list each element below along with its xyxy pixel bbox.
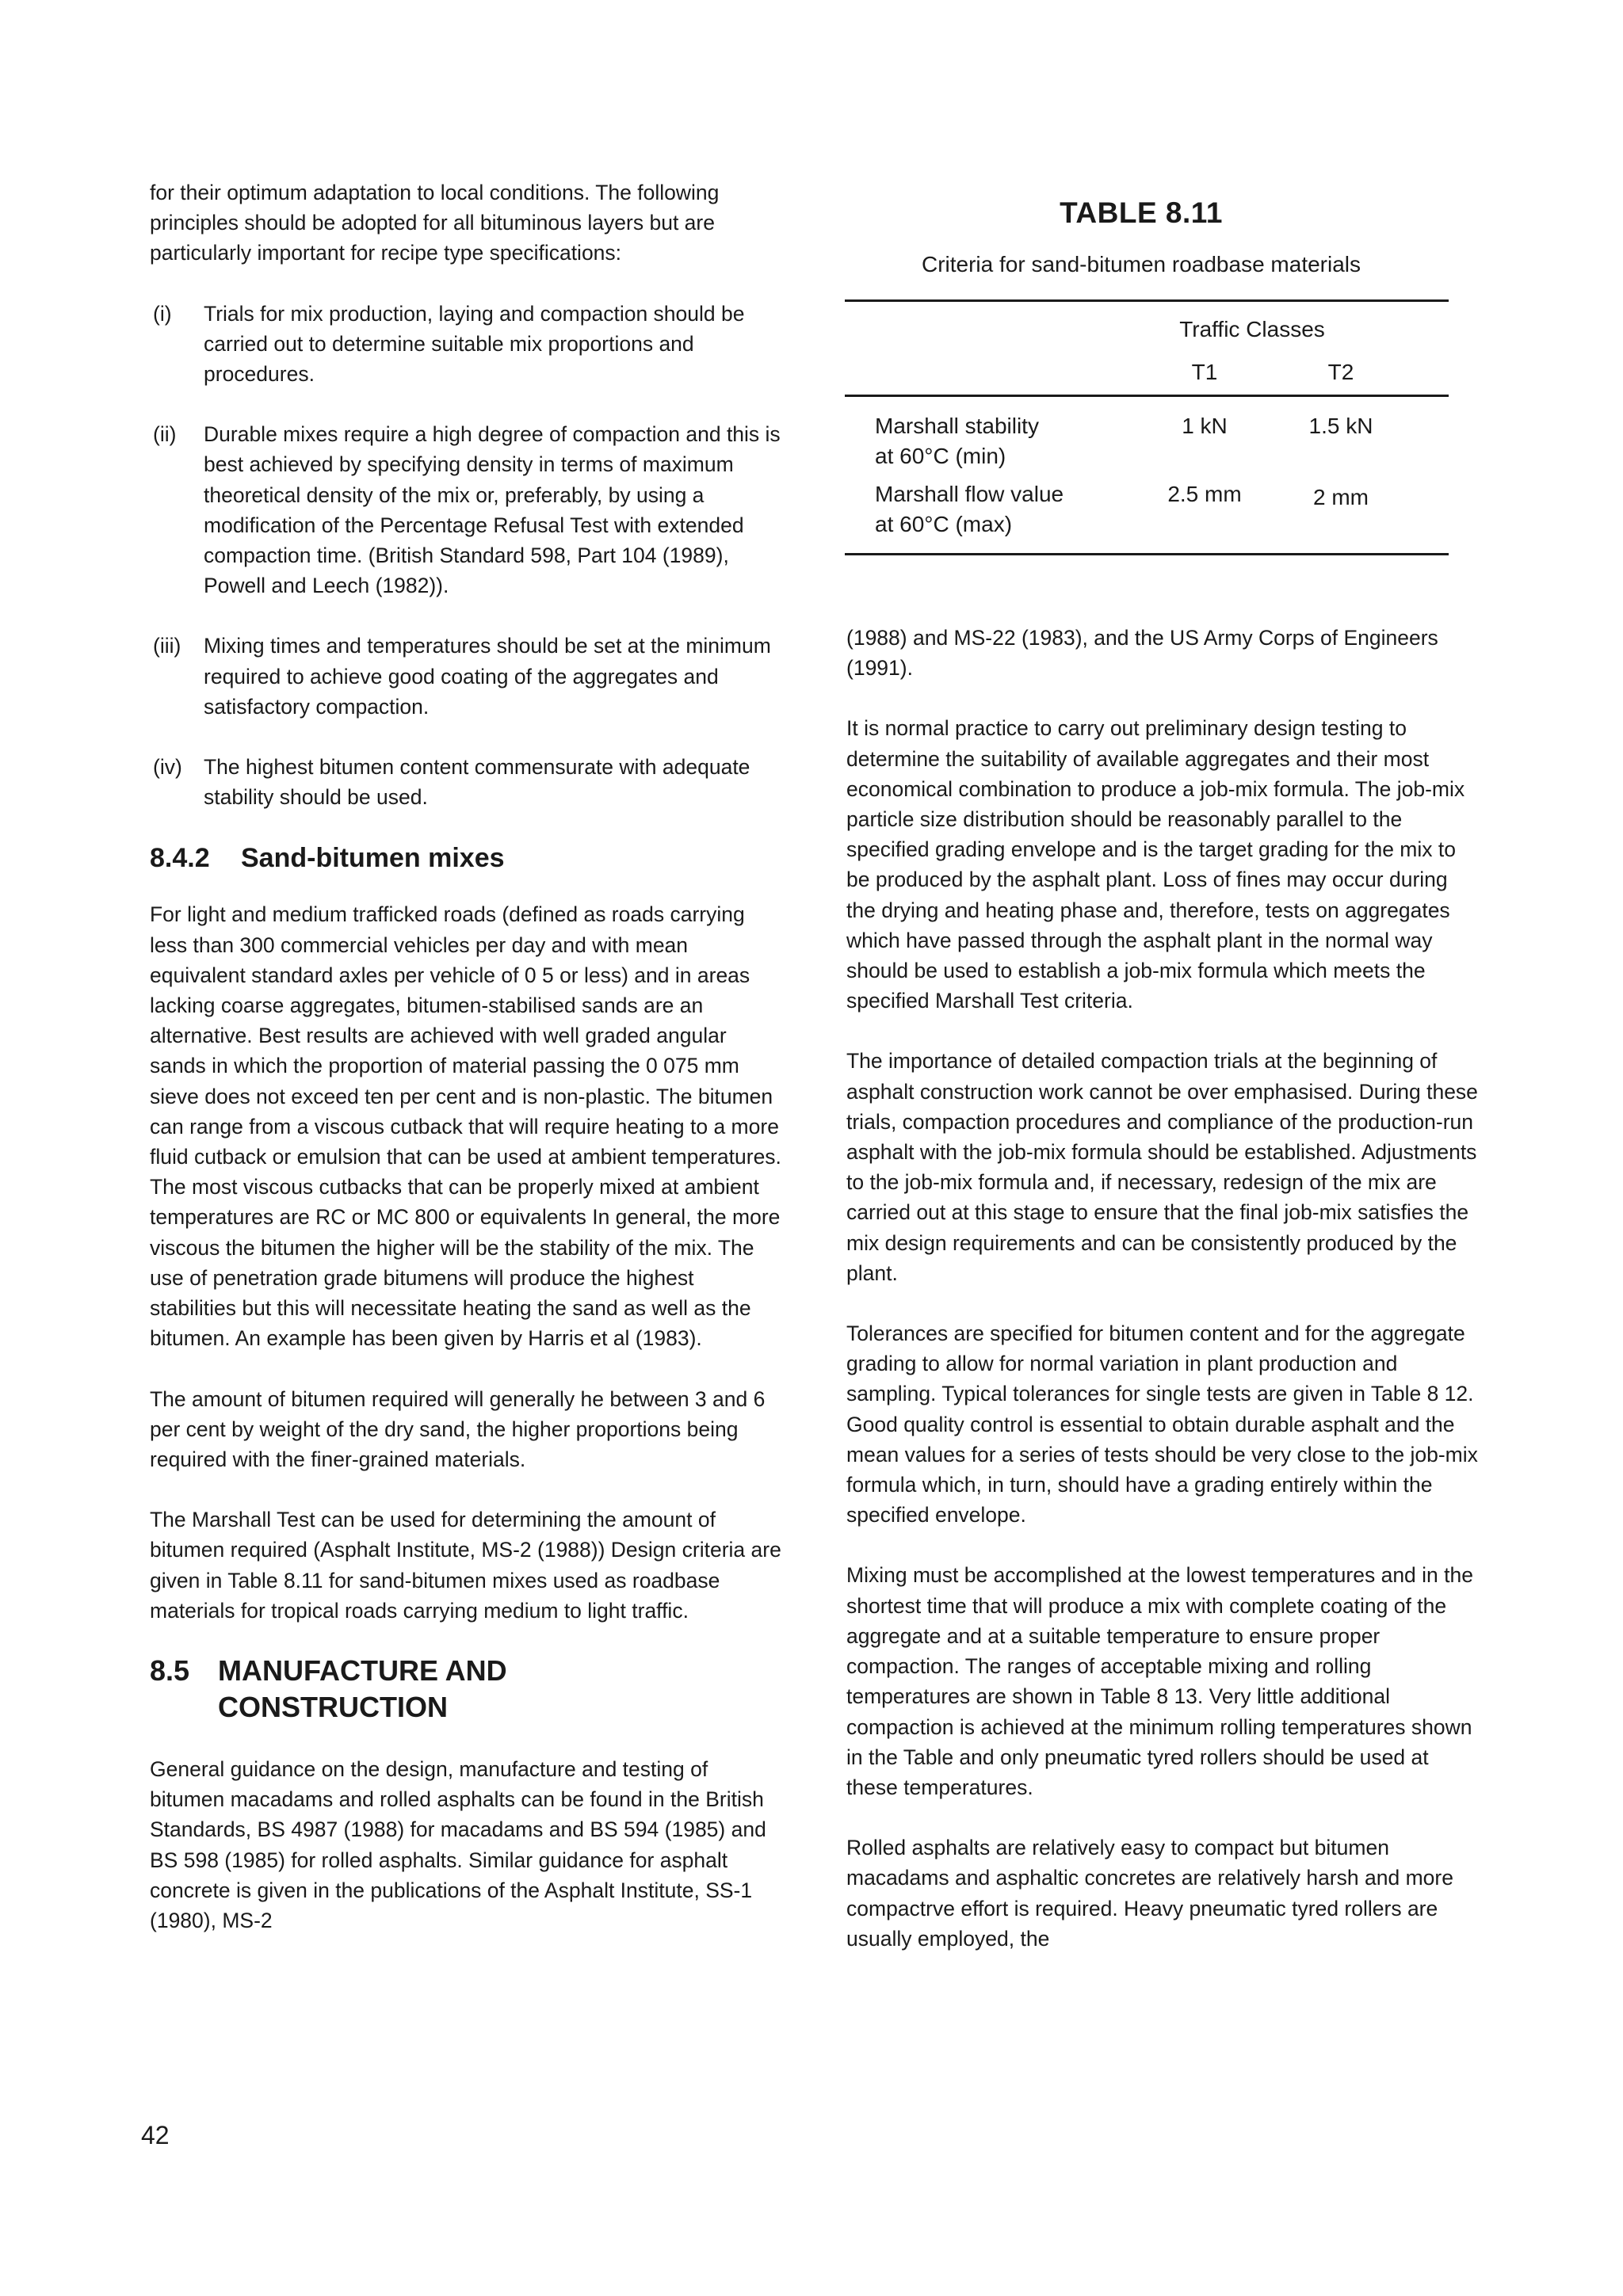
list-item-number: (ii) [153,422,177,447]
body-paragraph: The Marshall Test can be used for determining the amount of bitumen required (Asphalt Institute, MS-2 (1988)) Design criteria are given in Table 8.11 for sand-bitumen mixes used as roadbase materials for tropical roads carrying medium to light traffic. [150,1508,781,1623]
section-heading-8-4-2 [150,841,784,875]
left-column [150,177,784,1936]
body-paragraph: Rolled asphalts are relatively easy to compact but bitumen macadams and asphaltic concretes are relatively harsh and more compactrve effort is required. Heavy pneumatic tyred rollers are usually employed, the [846,1836,1453,1951]
section-number: 8.5 [150,1653,190,1687]
body-paragraph: It is normal practice to carry out preliminary design testing to determine the suitability of available aggregates and their most economical combination to produce a job-mix formula. The job-mix particle size distribution should be reasonably parallel to the specified grading envelope and is the target grading for the mix to be produced by the asphalt plant. Loss of fines may occur during the drying and heating phase and, therefore, tests on aggregates which have passed through the asphalt plant in the normal way should be used to establish a job-mix formula which meets the specified Marshall Test criteria. [846,716,1465,1013]
list-item [150,752,784,812]
list-item-text: The highest bitumen content commensurate with adequate stability should be used. [204,755,750,810]
table-row-label: at 60°C (max) [875,512,1013,536]
table-rule-top [845,299,1449,302]
body-paragraph: The amount of bitumen required will generally he between 3 and 6 per cent by weight of the dry sand, the higher proportions being required with the finer-grained materials. [150,1386,766,1471]
list-item-text: Trials for mix production, laying and compaction should be carried out to determine suitable mix proportions and procedures. [204,301,745,387]
table-cell-t2: 2 mm [1313,485,1369,509]
table-rule-header [845,395,1449,397]
section-heading-8-5 [150,1653,784,1726]
body-paragraph: (1988) and MS-22 (1983), and the US Army Corps of Engineers (1991). [846,626,1438,681]
section-number: 8.4.2 [150,843,210,874]
table-row-label: at 60°C (min) [875,444,1006,468]
list-item-number: (i) [153,301,172,326]
list-item-number: (iii) [153,634,181,658]
list-item-text: Durable mixes require a high degree of compaction and this is best achieved by specifying density in terms of maximum theoretical density of the mix or, preferably, by using a modification of the Percentage Refusal Test with extended compaction time. (British Standard 598, Part 104 (1989), Powell and Leech (1982)). [204,422,781,598]
list-item-text: Mixing times and temperatures should be set at the minimum required to achieve good coating of the aggregates and satisfactory compaction. [204,634,771,719]
body-paragraph: The importance of detailed compaction trials at the beginning of asphalt construction work cannot be over emphasised. During these trials, compaction procedures and compliance of the production-run asphalt with the job-mix formula should be established. Adjustments to the job-mix formula and, if necessary, redesign of the mix are carried out at this stage to ensure that the final job-mix satisfies the mix design requirements and can be consistently produced by the plant. [846,1049,1478,1285]
table-group-header: Traffic Classes [1179,317,1325,341]
table-cell-t2: 1.5 kN [1308,414,1373,438]
table-row-label: Marshall flow value [875,482,1064,506]
table-cell-t1: 1 kN [1182,414,1228,438]
table-column-header-t1: T1 [1191,360,1218,384]
intro-paragraph: for their optimum adaptation to local conditions. The following principles should be adopted for all bituminous layers but are particularly important for recipe type specifications: [150,181,720,265]
right-column [846,623,1480,1954]
body-paragraph: For light and medium trafficked roads (defined as roads carrying less than 300 commercial vehicles per day and with mean equivalent standard axles per vehicle of 0 5 or less) and in areas lacking coarse aggregates, bitumen-stabilised sands are an alternative. Best results are achieved with well graded angular sands in which the proportion of material passing the 0 075 mm sieve does not exceed ten per cent and is non-plastic. The bitumen can range from a viscous cutback that will require heating to a more fluid cutback or emulsion that can be used at ambient temperatures. The most viscous cutbacks that can be properly mixed at ambient temperatures are RC or MC 800 or equivalents In general, the more viscous the bitumen the higher will be the stability of the mix. The use of penetration grade bitumens will produce the highest stabilities but this will necessitate heating the sand as well as the bitumen. An example has been given by Harris et al (1983). [150,902,781,1351]
section-title-line: CONSTRUCTION [218,1690,448,1723]
page-number: 42 [141,2121,170,2149]
list-item [150,631,784,722]
section-title: Sand-bitumen mixes [241,843,505,874]
table-cell-t1: 2.5 mm [1167,482,1242,506]
section-title-line: MANUFACTURE AND [218,1653,507,1687]
body-paragraph: Mixing must be accomplished at the lowest temperatures and in the shortest time that will produce a mix with complete coating of the aggregate and at a suitable temperature to ensure proper compaction. The ranges of acceptable mixing and rolling temperatures are shown in Table 8 13. Very little additional compaction is achieved at the minimum rolling temperatures shown in the Table and only pneumatic tyred rollers should be used at these temperatures. [846,1563,1473,1799]
table-row-label: Marshall stability [875,414,1039,438]
table-rule-bottom [845,553,1449,555]
table-8-11 [840,195,1442,536]
table-column-header-t2: T2 [1327,360,1354,384]
list-item [150,419,784,601]
table-caption: Criteria for sand-bitumen roadbase materials [921,252,1361,277]
table-title: TABLE 8.11 [1060,196,1223,229]
body-paragraph: General guidance on the design, manufacture and testing of bitumen macadams and rolled asphalts can be found in the British Standards, BS 4987 (1988) for macadams and BS 594 (1985) and BS 598 (1985) for rolled asphalts. Similar guidance for asphalt concrete is given in the publications of the Asphalt Institute, SS-1 (1980), MS-2 [150,1756,766,1932]
body-paragraph: Tolerances are specified for bitumen content and for the aggregate grading to allow for normal variation in plant production and sampling. Typical tolerances for single tests are given in Table 8 12. Good quality control is essential to obtain durable asphalt and the mean values for a series of tests should be very close to the job-mix formula which, in turn, should have a grading entirely within the specified envelope. [846,1322,1478,1527]
list-item [150,299,784,390]
list-item-number: (iv) [153,755,182,780]
